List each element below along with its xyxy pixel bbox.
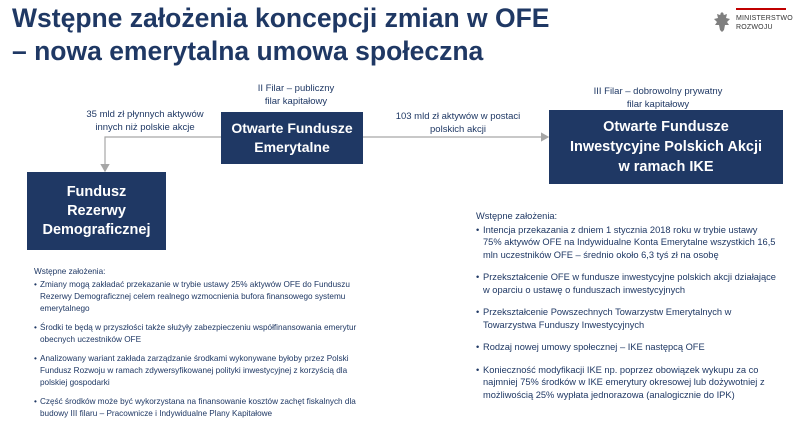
list-item-text: Intencja przekazania z dniem 1 stycznia 2018 roku w trybie ustawy 75% aktywów OFE na Indywidualne Konta Emerytalne wszystkich 16,5 mln uczestników OFE – średnio około 6,3 tyś zł na osobę bbox=[483, 224, 776, 260]
list-item-text: Analizowany wariant zakłada zarządzanie środkami wykonywane byłoby przez Polski Fundusz Rozwoju w ramach zdywersyfikowanej polityki inwestycyjnej z korzyścią dla polskiej gospodarki bbox=[40, 354, 349, 387]
list-item: • Zmiany mogą zakładać przekazanie w trybie ustawy 25% aktywów OFE do Funduszu Rezerwy Demograficznej celem realnego wzmocnienia bufora finansowego systemu emerytalnego bbox=[34, 279, 364, 315]
logo-text-line2: ROZWOJU bbox=[736, 24, 773, 31]
list-item: • Przekształcenie OFE w fundusze inwestycyjne polskich akcji działające w oparciu o ustawę o funduszach inwestycyjnych bbox=[476, 272, 776, 295]
arrow-left-label-line1: 35 mld zł płynnych aktywów bbox=[86, 109, 204, 120]
list-item: • Rodzaj nowej umowy społecznej – IKE następcą OFE bbox=[476, 341, 776, 354]
list-item-text: Część środków może być wykorzystana na finansowanie kosztów zachęt fiskalnych dla budowy III filaru – Pracownicze i Indywidualne Plany Kapitałowe bbox=[40, 397, 356, 418]
list-item: • Część środków może być wykorzystana na finansowanie kosztów zachęt fiskalnych dla budowy III filaru – Pracownicze i Indywidualne Plany Kapitałowe bbox=[34, 396, 364, 420]
arrow-ofe-to-frd bbox=[105, 137, 221, 171]
arrow-right-label-line2: polskich akcji bbox=[430, 124, 486, 135]
arrow-right-label-line1: 103 mld zł aktywów w postaci bbox=[395, 111, 521, 122]
frd-assumptions bbox=[34, 266, 364, 420]
list-item: • Konieczność modyfikacji IKE np. poprzez obowiązek wykupu za co najmniej 75% środków w IKE emerytury okresowej lub dożywotniej z możliwością 25% wypłata jednorazowa (analogicznie do IPK) bbox=[476, 364, 776, 402]
pillar2-label bbox=[226, 82, 366, 108]
list-item-text: Zmiany mogą zakładać przekazanie w trybie ustawy 25% aktywów OFE do Funduszu Rezerwy Demograficznej celem realnego wzmocnienia bufora finansowego systemu emerytalnego bbox=[40, 280, 350, 313]
ofe-box-line1: Otwarte Fundusze bbox=[231, 120, 353, 136]
arrow-left-label bbox=[80, 108, 210, 134]
ofi-box bbox=[549, 110, 783, 184]
pillar3-label bbox=[578, 85, 738, 111]
frd-box-line3: Demograficznej bbox=[42, 221, 151, 238]
frd-assumptions-header: Wstępne założenia: bbox=[34, 267, 106, 276]
ofe-box bbox=[221, 112, 363, 164]
frd-box-line1: Fundusz bbox=[66, 183, 127, 200]
ofe-box-line2: Emerytalne bbox=[254, 139, 330, 155]
arrow-left-label-line2: innych niż polskie akcje bbox=[95, 122, 195, 133]
frd-box bbox=[27, 172, 166, 250]
pillar2-label-line2: filar kapitałowy bbox=[264, 96, 328, 107]
frd-box-line2: Rezerwy bbox=[67, 202, 126, 219]
list-item-text: Środki te będą w przyszłości także służyły zabezpieczeniu współfinansowania emerytur obecnych uczestników OFE bbox=[40, 323, 357, 344]
list-item-text: Przekształcenie Powszechnych Towarzystw Emerytalnych w Towarzystwa Funduszy Inwestycyjnych bbox=[483, 307, 732, 330]
ofi-assumptions-header: Wstępne założenia: bbox=[476, 211, 558, 221]
pillar3-label-line1: III Filar – dobrowolny prywatny bbox=[593, 86, 723, 97]
list-item: • Analizowany wariant zakłada zarządzanie środkami wykonywane byłoby przez Polski Fundusz Rozwoju w ramach zdywersyfikowanej polityki inwestycyjnej z korzyścią dla polskiej gospodarki bbox=[34, 353, 364, 389]
pillar2-label-line1: II Filar – publiczny bbox=[257, 83, 335, 94]
pillar3-label-line2: filar kapitałowy bbox=[626, 99, 690, 110]
list-item-text: Przekształcenie OFE w fundusze inwestycyjne polskich akcji działające w oparciu o ustawę o funduszach inwestycyjnych bbox=[483, 272, 776, 295]
ofi-assumptions bbox=[476, 210, 776, 401]
slide-title-line1: Wstępne założenia koncepcji zmian w OFE bbox=[12, 3, 550, 33]
list-item-text: Konieczność modyfikacji IKE np. poprzez obowiązek wykupu za co najmniej 75% środków w IKE emerytury okresowej lub dożywotniej z możliwością 25% wypłata jednorazowa (analogicznie do IPK) bbox=[483, 364, 765, 400]
ofi-box-line3: w ramach IKE bbox=[618, 159, 714, 175]
list-item: • Przekształcenie Powszechnych Towarzystw Emerytalnych w Towarzystwa Funduszy Inwestycyjnych bbox=[476, 306, 776, 331]
logo-text-line1: MINISTERSTWO bbox=[736, 15, 793, 22]
arrow-right-label bbox=[383, 110, 533, 136]
list-item: • Intencja przekazania z dniem 1 stycznia 2018 roku w trybie ustawy 75% aktywów OFE na Indywidualne Konta Emerytalne wszystkich 16,5 mln uczestników OFE – średnio około 6,3 tyś zł na osobę bbox=[476, 224, 776, 260]
ofi-box-line1: Otwarte Fundusze bbox=[603, 119, 729, 135]
ofi-box-line2: Inwestycyjne Polskich Akcji bbox=[569, 139, 763, 155]
slide-title-line2: – nowa emerytalna umowa społeczna bbox=[12, 36, 484, 66]
list-item: • Środki te będą w przyszłości także służyły zabezpieczeniu współfinansowania emerytur obecnych uczestników OFE bbox=[34, 322, 364, 346]
list-item-text: Rodzaj nowej umowy społecznej – IKE następcą OFE bbox=[483, 342, 705, 352]
